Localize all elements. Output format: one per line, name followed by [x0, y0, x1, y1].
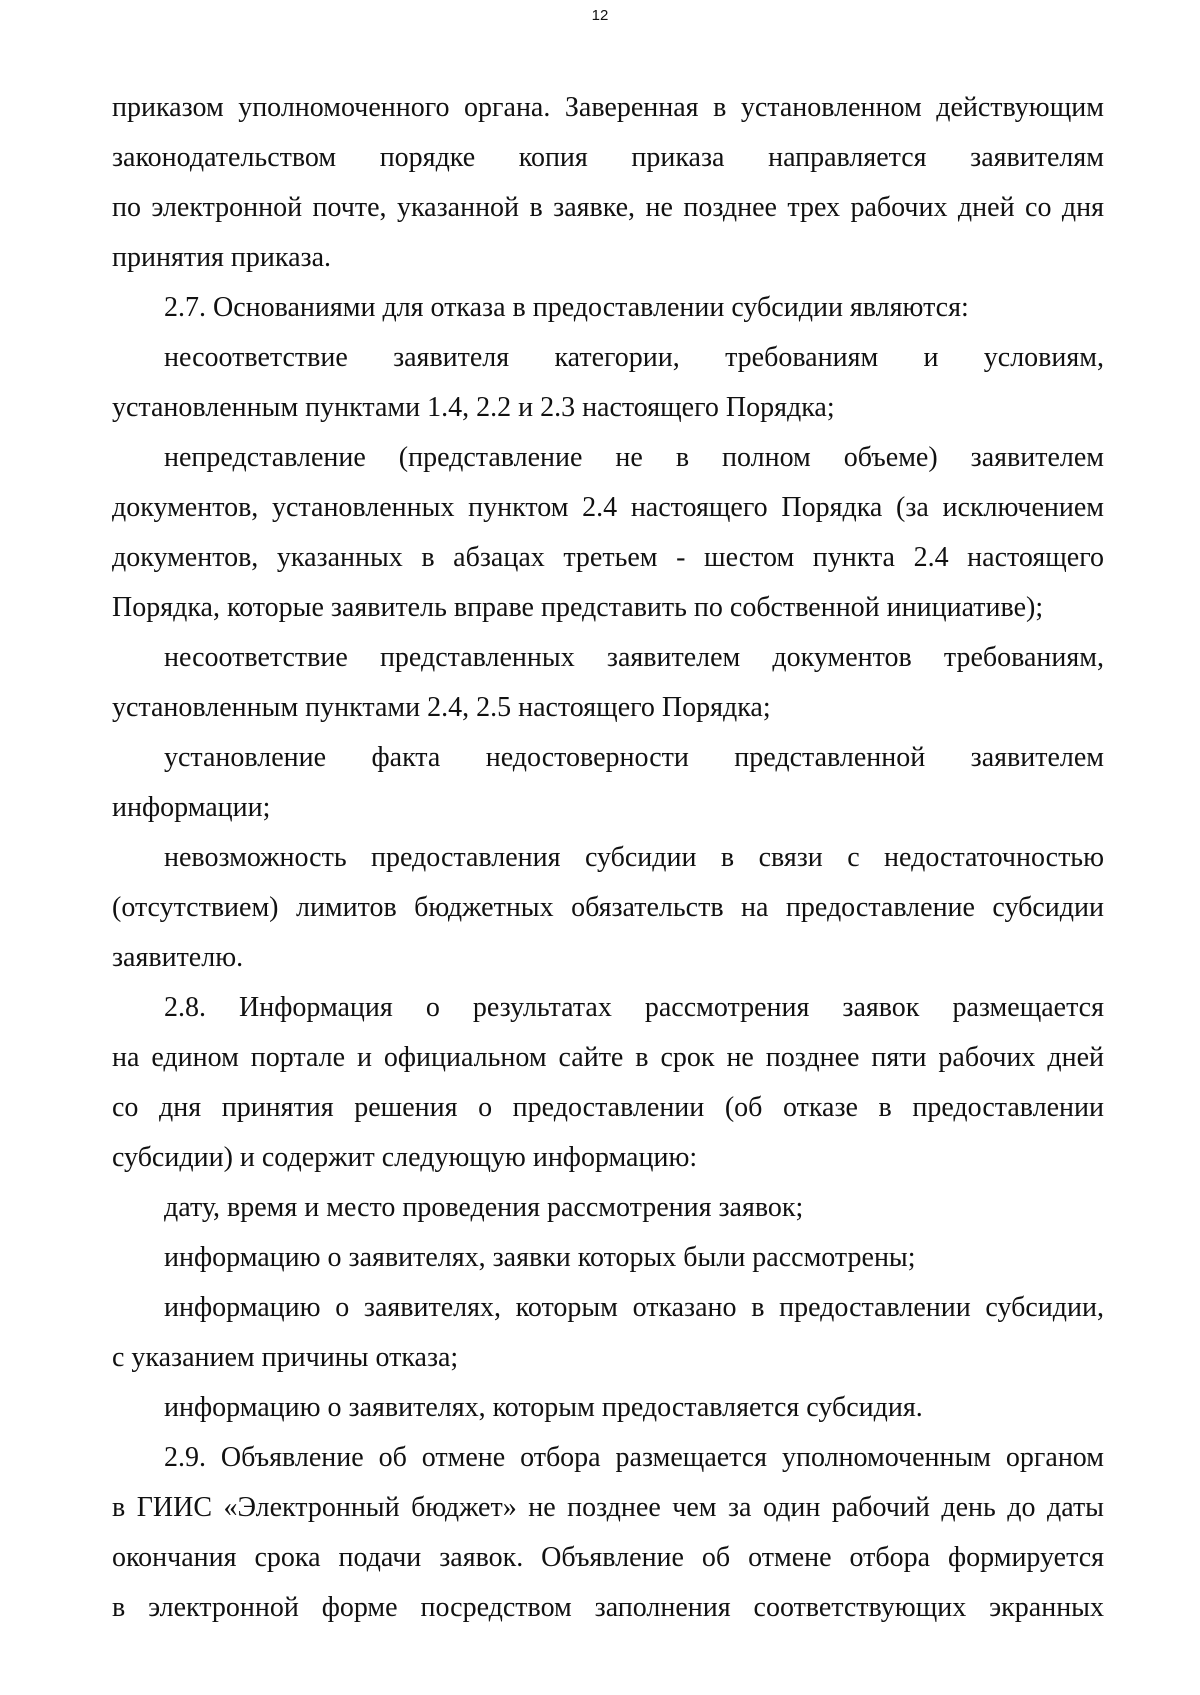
- text-line: документов, указанных в абзацах третьем - шестом пункта 2.4 настоящего: [112, 542, 1104, 573]
- text-line: Порядка, которые заявитель вправе представить по собственной инициативе);: [112, 592, 1044, 623]
- document-body: [112, 83, 1104, 1633]
- text-line: субсидии) и содержит следующую информацию:: [112, 1142, 698, 1173]
- text-line: на едином портале и официальном сайте в срок не позднее пяти рабочих дней: [112, 1042, 1104, 1073]
- text-line: информацию о заявителях, которым предоставляется субсидия.: [164, 1392, 923, 1423]
- text-line: приказом уполномоченного органа. Заверенная в установленном действующим: [112, 92, 1104, 123]
- text-line: с указанием причины отказа;: [112, 1342, 459, 1373]
- text-line: дату, время и место проведения рассмотрения заявок;: [164, 1192, 804, 1223]
- text-line: информацию о заявителях, которым отказано в предоставлении субсидии,: [164, 1292, 1104, 1323]
- text-line: несоответствие представленных заявителем документов требованиям,: [164, 642, 1104, 673]
- text-line: документов, установленных пунктом 2.4 настоящего Порядка (за исключением: [112, 492, 1104, 523]
- text-line: несоответствие заявителя категории, требованиям и условиям,: [164, 342, 1104, 373]
- text-line: принятия приказа.: [112, 242, 331, 273]
- text-line: невозможность предоставления субсидии в связи с недостаточностью: [164, 842, 1104, 873]
- text-line: окончания срока подачи заявок. Объявление об отмене отбора формируется: [112, 1542, 1104, 1573]
- text-line: установление факта недостоверности представленной заявителем: [164, 742, 1104, 773]
- text-line: в ГИИС «Электронный бюджет» не позднее чем за один рабочий день до даты: [112, 1492, 1104, 1523]
- text-line: по электронной почте, указанной в заявке, не позднее трех рабочих дней со дня: [112, 192, 1104, 223]
- text-line: 2.9. Объявление об отмене отбора размещается уполномоченным органом: [164, 1442, 1104, 1473]
- text-line: 2.8. Информация о результатах рассмотрения заявок размещается: [164, 992, 1104, 1023]
- text-line: заявителю.: [112, 942, 244, 973]
- text-line: информации;: [112, 792, 271, 823]
- text-line: в электронной форме посредством заполнения соответствующих экранных: [112, 1592, 1104, 1623]
- text-line: непредставление (представление не в полном объеме) заявителем: [164, 442, 1104, 473]
- text-line: (отсутствием) лимитов бюджетных обязательств на предоставление субсидии: [112, 892, 1104, 923]
- page-number: 12: [591, 7, 609, 24]
- text-line: установленным пунктами 2.4, 2.5 настоящего Порядка;: [112, 692, 771, 723]
- text-line: законодательством порядке копия приказа направляется заявителям: [112, 142, 1104, 173]
- text-line: со дня принятия решения о предоставлении (об отказе в предоставлении: [112, 1092, 1104, 1123]
- text-line: информацию о заявителях, заявки которых были рассмотрены;: [164, 1242, 916, 1273]
- text-line: 2.7. Основаниями для отказа в предоставлении субсидии являются:: [164, 292, 969, 323]
- text-line: установленным пунктами 1.4, 2.2 и 2.3 настоящего Порядка;: [112, 392, 835, 423]
